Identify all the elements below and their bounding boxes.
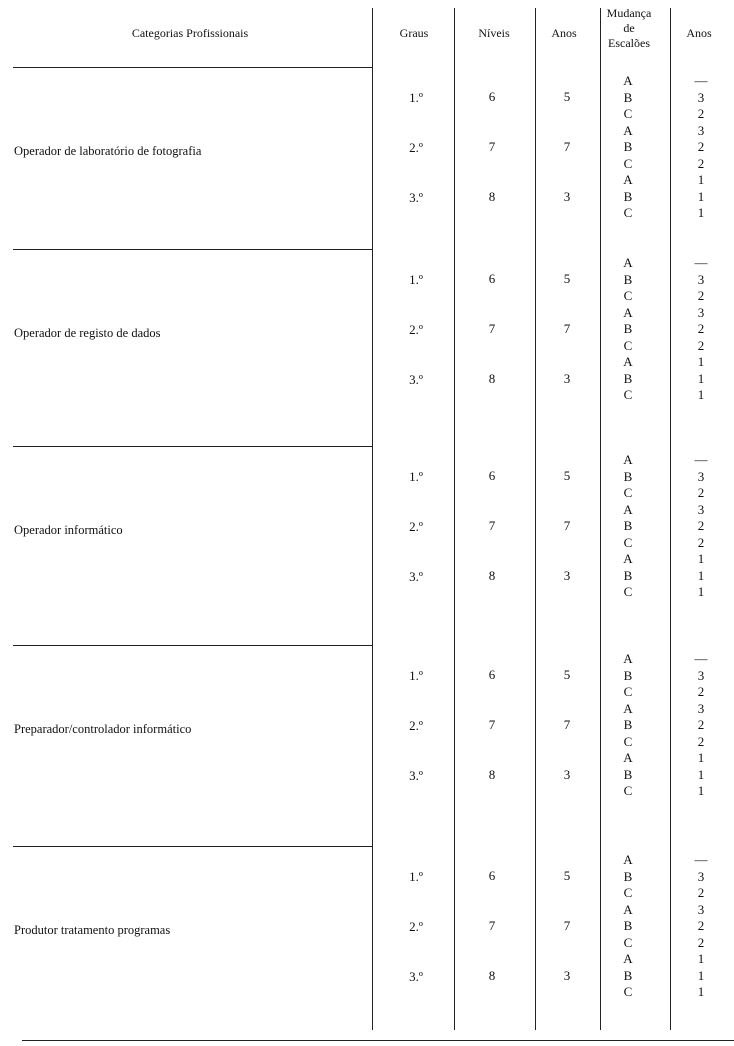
nivel-cell: 7 [488,321,496,336]
category-label: Operador de registo de dados [14,326,161,340]
column-divider [535,8,536,1030]
anos-cell: 5 [563,667,571,682]
nivel-cell: 6 [488,868,496,883]
anos-escalao-cell: — [694,255,708,270]
anos-escalao-cell: 3 [697,901,705,917]
anos-escalao-cell: 2 [697,337,705,353]
row-separator [13,846,373,847]
escalao-cell: B [623,370,633,386]
anos-escalao-cell: 3 [697,468,705,484]
escalao-cell: B [623,188,633,204]
escalao-cell: B [623,89,633,105]
anos-escalao-cell: 2 [697,485,705,500]
nivel-cell: 7 [488,518,496,533]
nivel-cell: 8 [488,189,496,204]
category-label: Operador de laboratório de fotografia [14,144,202,158]
escalao-cell: B [623,468,633,484]
anos-cell: 7 [563,518,571,533]
header-categoria: Categorias Profissionais [131,26,249,40]
anos-cell: 5 [563,868,571,883]
anos-escalao-cell: 2 [697,885,705,900]
escalao-cell: C [623,155,633,171]
anos-cell: 7 [563,139,571,154]
escalao-cell: A [623,951,633,966]
grau-cell: 3.º [409,969,423,984]
header-niveis: Níveis [478,26,510,40]
anos-cell: 7 [563,717,571,732]
escalao-cell: C [623,288,633,303]
anos-escalao-cell: 1 [697,783,705,798]
anos-escalao-cell: 2 [697,918,705,933]
header-anos: Anos [551,26,577,40]
row-separator [13,645,373,646]
anos-escalao-cell: — [694,73,708,88]
anos-escalao-cell: 1 [697,951,705,966]
anos-escalao-cell: 2 [697,106,705,121]
anos-escalao-cell: 3 [697,868,705,884]
escalao-cell: C [623,733,633,749]
row-separator [13,67,373,68]
anos-cell: 3 [563,568,571,583]
anos-escalao-cell: 2 [697,139,705,154]
anos-escalao-cell: 1 [697,387,705,402]
table-bottom-rule [22,1040,734,1041]
escalao-cell: A [623,700,633,716]
nivel-cell: 8 [488,968,496,983]
escalao-cell: A [623,304,633,320]
escalao-cell: A [623,750,633,765]
anos-escalao-cell: 2 [697,288,705,303]
escalao-cell: A [623,255,633,270]
anos-escalao-cell: 1 [697,750,705,765]
row-separator [13,249,373,250]
grau-cell: 1.º [409,869,423,884]
category-label: Operador informático [14,523,123,537]
escalao-cell: C [623,485,633,500]
escalao-cell: A [623,172,633,187]
escalao-cell: C [623,684,633,699]
grau-cell: 3.º [409,190,423,205]
grau-cell: 3.º [409,768,423,783]
nivel-cell: 6 [488,89,496,104]
escalao-cell: A [623,501,633,517]
anos-escalao-cell: 3 [697,304,705,320]
escalao-cell: C [623,534,633,550]
escalao-cell: C [623,984,633,999]
anos-cell: 3 [563,968,571,983]
anos-escalao-cell: 1 [697,172,705,187]
anos-escalao-cell: 1 [697,551,705,566]
anos-cell: 5 [563,89,571,104]
anos-escalao-cell: 2 [697,717,705,732]
nivel-cell: 8 [488,371,496,386]
escalao-cell: C [623,783,633,798]
column-divider [670,8,671,1030]
escalao-cell: A [623,452,633,467]
grau-cell: 1.º [409,469,423,484]
nivel-cell: 7 [488,139,496,154]
escalao-cell: B [623,667,633,683]
anos-escalao-cell: 3 [697,122,705,138]
nivel-cell: 8 [488,568,496,583]
anos-escalao-cell: 1 [697,370,705,386]
nivel-cell: 6 [488,667,496,682]
escalao-cell: B [623,766,633,782]
anos-cell: 3 [563,189,571,204]
anos-escalao-cell: 3 [697,667,705,683]
column-divider [600,8,601,1030]
escalao-cell: B [623,717,633,732]
anos-escalao-cell: 3 [697,89,705,105]
grau-cell: 2.º [409,140,423,155]
anos-escalao-cell: 3 [697,501,705,517]
anos-escalao-cell: 2 [697,321,705,336]
header-mudanca-l1: Mudança [606,6,652,20]
grau-cell: 1.º [409,272,423,287]
nivel-cell: 7 [488,918,496,933]
nivel-cell: 6 [488,271,496,286]
anos-escalao-cell: 2 [697,155,705,171]
column-divider [454,8,455,1030]
anos-escalao-cell: 1 [697,567,705,583]
escalao-cell: A [623,651,633,666]
escalao-cell: B [623,271,633,287]
anos-escalao-cell: — [694,651,708,666]
anos-cell: 3 [563,371,571,386]
escalao-cell: B [623,918,633,933]
escalao-cell: A [623,73,633,88]
grau-cell: 1.º [409,668,423,683]
escalao-cell: C [623,337,633,353]
escalao-cell: A [623,122,633,138]
grau-cell: 2.º [409,519,423,534]
anos-escalao-cell: 2 [697,733,705,749]
escalao-cell: C [623,387,633,402]
escalao-cell: B [623,139,633,154]
anos-cell: 5 [563,271,571,286]
escalao-cell: A [623,852,633,867]
escalao-cell: B [623,518,633,533]
row-separator [13,446,373,447]
anos-cell: 5 [563,468,571,483]
escalao-cell: C [623,584,633,599]
anos-escalao-cell: 1 [697,354,705,369]
escalao-cell: B [623,321,633,336]
grau-cell: 3.º [409,569,423,584]
grau-cell: 1.º [409,90,423,105]
escalao-cell: A [623,901,633,917]
anos-escalao-cell: 3 [697,700,705,716]
header-anos-escalao: Anos [686,26,712,40]
anos-escalao-cell: 1 [697,766,705,782]
escalao-cell: A [623,354,633,369]
anos-escalao-cell: 1 [697,584,705,599]
anos-escalao-cell: 2 [697,518,705,533]
header-mudanca-l2: de [623,21,635,35]
anos-escalao-cell: 2 [697,534,705,550]
escalao-cell: C [623,205,633,220]
escalao-cell: C [623,106,633,121]
grau-cell: 2.º [409,919,423,934]
column-divider [372,8,373,1030]
anos-escalao-cell: 1 [697,984,705,999]
nivel-cell: 7 [488,717,496,732]
anos-escalao-cell: — [694,852,708,867]
anos-escalao-cell: 2 [697,684,705,699]
grau-cell: 3.º [409,372,423,387]
anos-cell: 7 [563,918,571,933]
escalao-cell: A [623,551,633,566]
anos-cell: 7 [563,321,571,336]
anos-cell: 3 [563,767,571,782]
grau-cell: 2.º [409,718,423,733]
escalao-cell: B [623,567,633,583]
nivel-cell: 6 [488,468,496,483]
anos-escalao-cell: 1 [697,967,705,983]
escalao-cell: B [623,967,633,983]
anos-escalao-cell: — [694,452,708,467]
anos-escalao-cell: 3 [697,271,705,287]
anos-escalao-cell: 1 [697,188,705,204]
anos-escalao-cell: 2 [697,934,705,950]
escalao-cell: C [623,934,633,950]
escalao-cell: B [623,868,633,884]
nivel-cell: 8 [488,767,496,782]
header-graus: Graus [399,26,429,40]
anos-escalao-cell: 1 [697,205,705,220]
category-label: Produtor tratamento programas [14,923,171,937]
escalao-cell: C [623,885,633,900]
category-label: Preparador/controlador informático [14,722,192,736]
header-mudanca-l3: Escalões [608,36,650,50]
grau-cell: 2.º [409,322,423,337]
